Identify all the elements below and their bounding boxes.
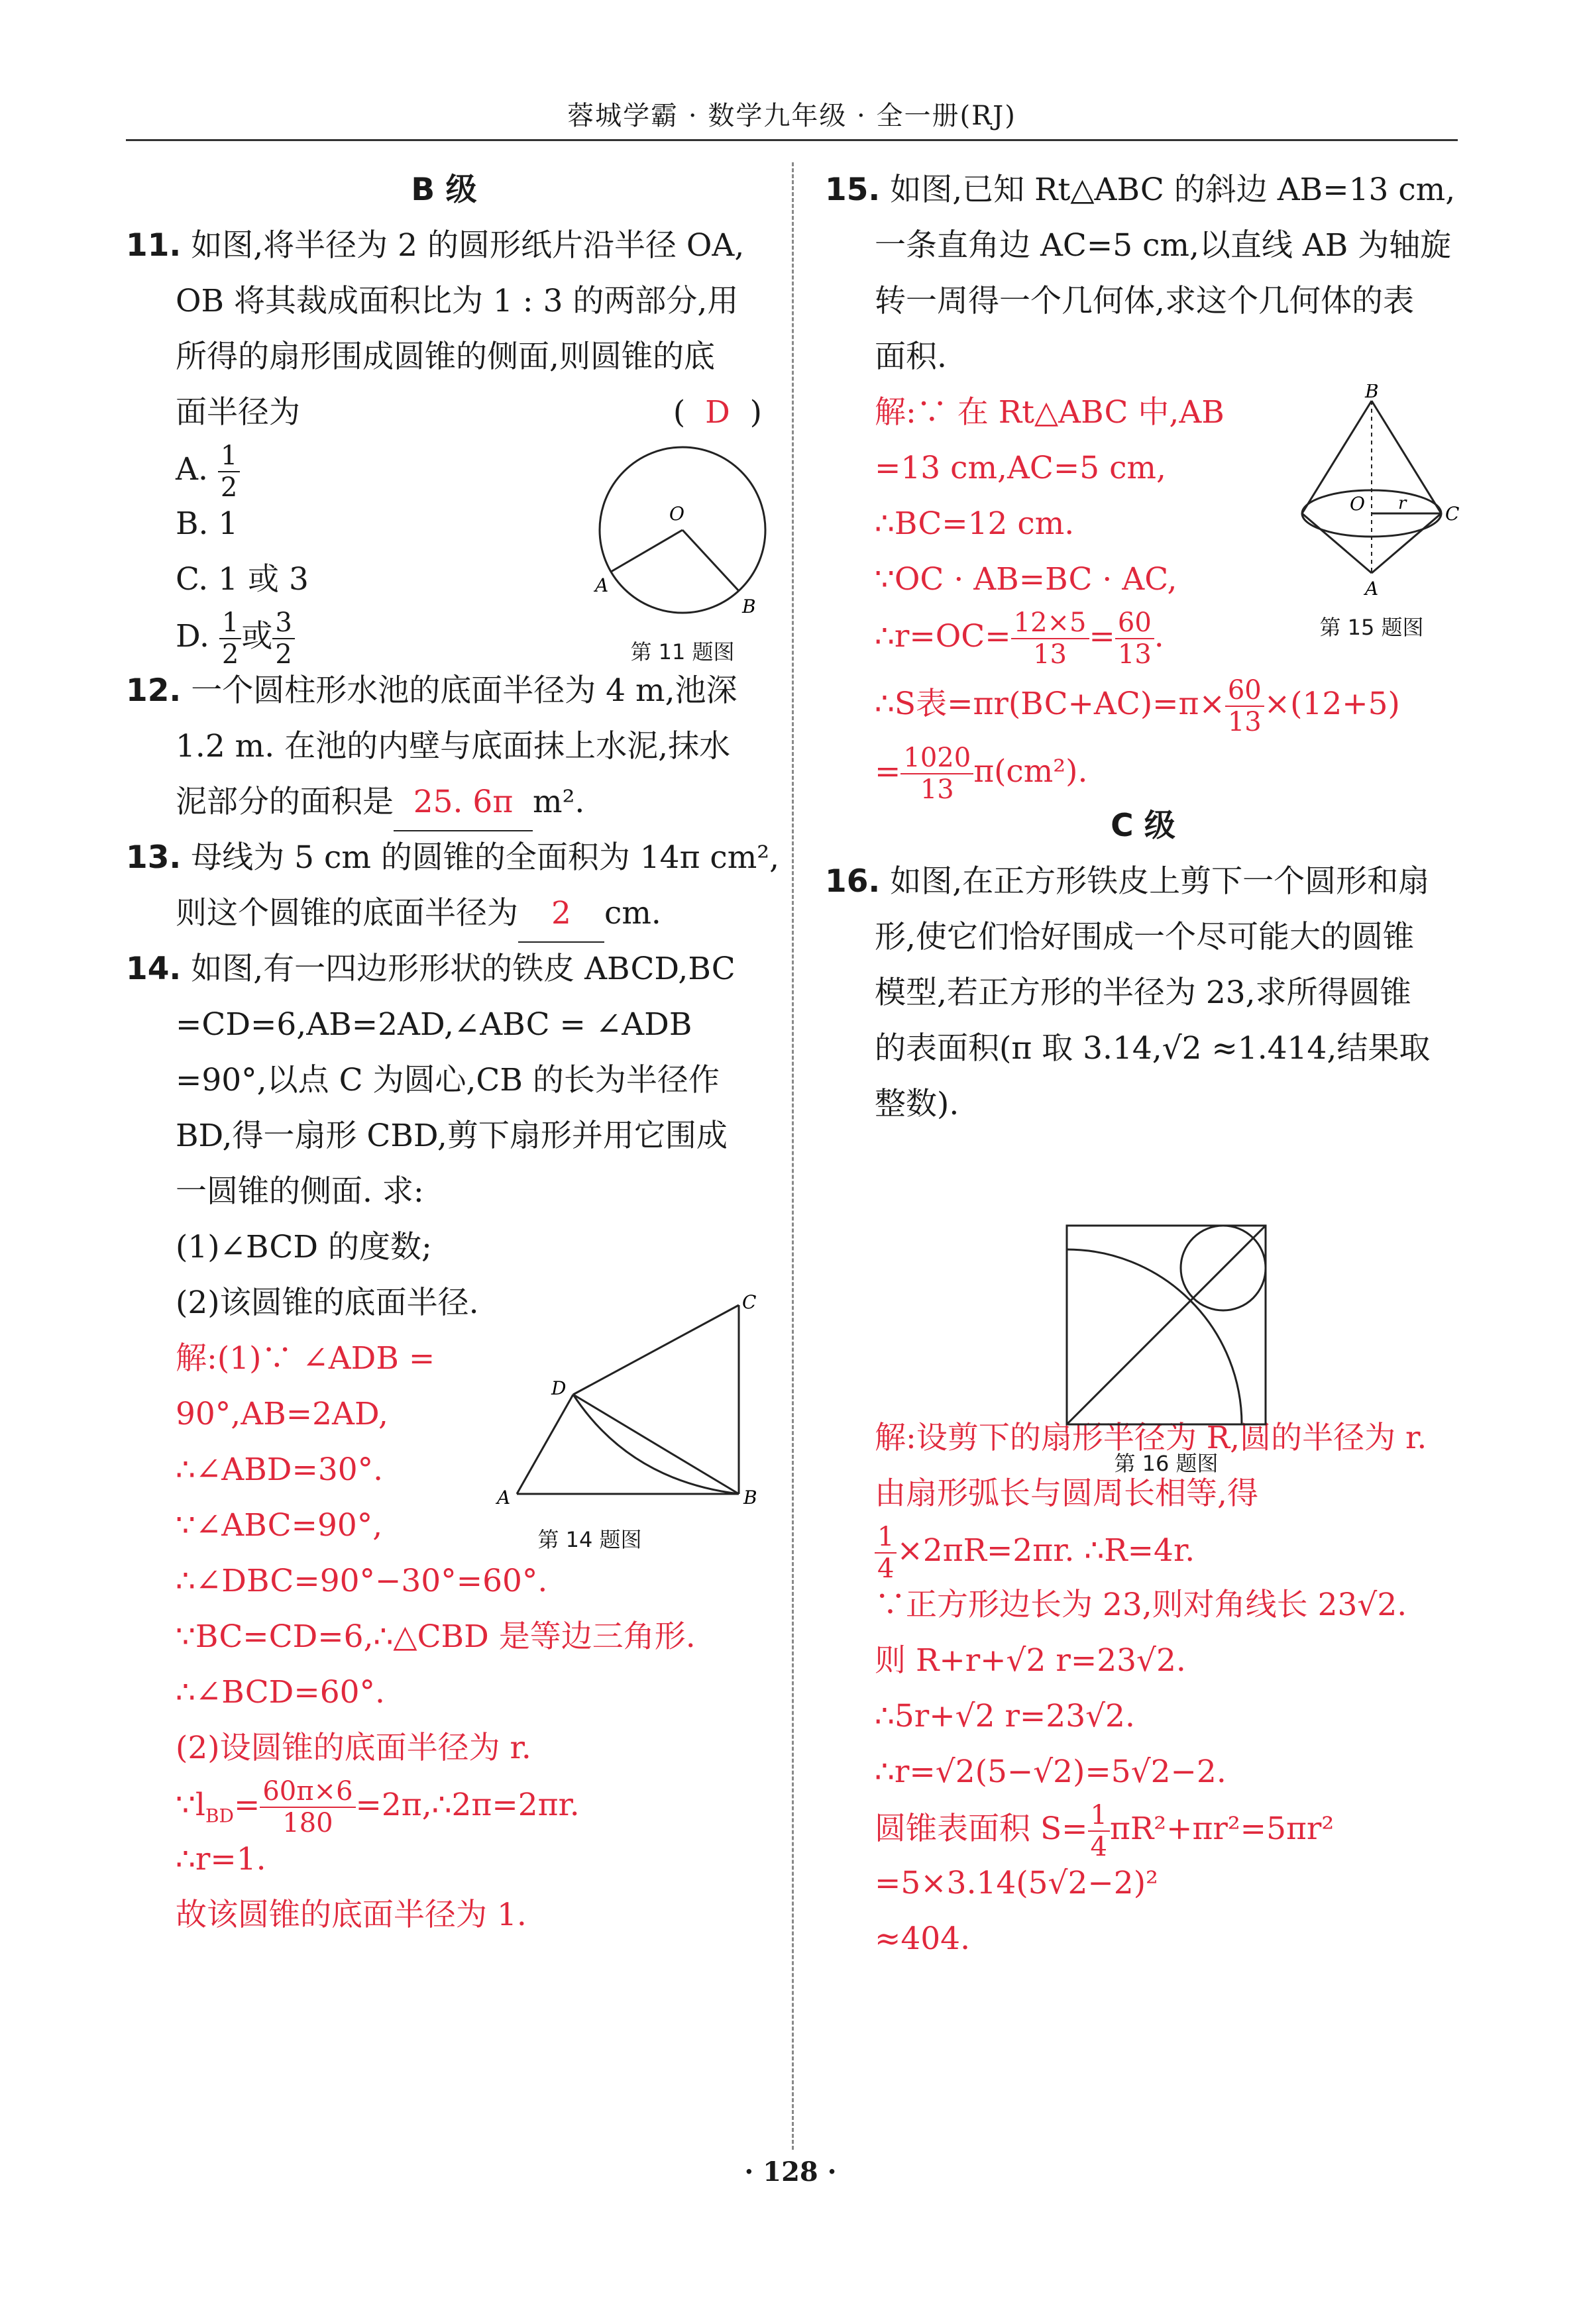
q14-arc-equals: = [233,1787,260,1823]
q15-solution-r: ∴r=OC= $\frac{12\times 5}{13}$ = $\frac{60}{13}$ . [875,607,1164,670]
figure-16-caption: 第 16 题图 [1114,1451,1219,1476]
q16-area-fraction [1088,1800,1110,1862]
q14-arc-subscript: BD [205,1805,234,1827]
q14-solution-r: ∴r=1. [176,1841,266,1877]
q14-line-7: (2)该圆锥的底面半径. [176,1285,479,1321]
q12-answer: 25. 6π [394,774,533,831]
fig11-label-a: A [595,574,609,596]
fig14-side-cd [573,1305,739,1395]
figure-14-svg [490,1289,769,1514]
q11-line-3: 所得的扇形围成圆锥的侧面,则圆锥的底 [176,339,715,375]
q15-r-fraction-2 [1115,607,1154,670]
q13-text-2: 则这个圆锥的底面半径为 [176,895,518,931]
q11-line-2: OB 将其裁成面积比为 1 : 3 的两部分,用 [176,283,739,319]
fig14-label-b: B [743,1487,757,1508]
fig14-diagonal-bd [573,1395,739,1494]
q16-area-suffix: πR²+πr²=5πr² [1109,1811,1335,1847]
fig15-upper-right [1372,401,1441,513]
q16-number: 16. [825,863,881,900]
q11-answer-paren: ( D ) [673,394,762,431]
frac-numerator: 1 [875,1522,897,1554]
q14-arc-symbol: ∵l [176,1787,205,1823]
q11-number: 11. [126,227,182,264]
frac-numerator: 12×5 [1011,607,1089,639]
q16-solution-5: ∴5r+√2 r=23√2. [875,1698,1135,1734]
q15-final-fraction [900,743,973,805]
q15-s-prefix: ∴S表=πr(BC+AC)=π× [875,686,1225,722]
fig11-radius-ob [682,530,739,591]
q11-option-b: B. 1 [176,505,239,542]
q15-r-prefix: ∴r=OC= [875,618,1011,655]
q14-text-1: 如图,有一四边形形状的铁皮 ABCD,BC [191,951,736,987]
q16-quarter-fraction [875,1522,897,1584]
frac-numerator: 60π×6 [260,1776,355,1808]
figure-16 [1060,1219,1272,1497]
q13-line-1 [126,830,780,886]
frac-denominator: 2 [220,472,238,503]
left-column [126,162,780,1943]
figure-11-caption: 第 11 题图 [630,639,735,664]
fig11-label-o: O [669,503,684,525]
figure-15-svg [1282,384,1461,603]
q14-solution-2: 90°,AB=2AD, [176,1396,388,1432]
q15-text-1: 如图,已知 Rt△ABC 的斜边 AB=13 cm, [890,172,1456,208]
page-header: 蓉城学霸 · 数学九年级 · 全一册(RJ) [126,93,1458,141]
q15-final-prefix: = [875,753,901,790]
fig11-radius-oa [611,530,682,572]
q16-line-2: 形,使它们恰好围成一个尽可能大的圆锥 [875,919,1414,955]
q14-solution-conclusion: 故该圆锥的底面半径为 1. [176,1897,527,1933]
q15-solution-3: ∴BC=12 cm. [875,505,1075,542]
q14-line-3: =90°,以点 C 为圆心,CB 的长为半径作 [176,1062,720,1098]
frac-denominator: 4 [1090,1832,1107,1862]
q11-option-d-fraction-1 [219,607,241,670]
frac-numerator: 3 [272,607,294,639]
q15-final-suffix: π(cm²). [973,753,1088,790]
q14-arc-fraction [260,1776,355,1838]
q16-solution-1: 解:设剪下的扇形半径为 R,圆的半径为 r. [875,1420,1427,1456]
q11-answer: D [705,394,730,431]
q13-line-2 [126,886,762,941]
q14-line-6: (1)∠BCD 的度数; [176,1229,432,1265]
q14-line-1 [126,941,762,997]
q14-solution-8: (2)设圆锥的底面半径为 r. [176,1730,531,1766]
fig14-label-c: C [742,1291,757,1313]
page-number: · 128 · [744,2156,837,2188]
q13-number: 13. [126,839,182,876]
level-c-heading: C 级 [1111,808,1175,844]
q16-solution-7: =5×3.14(5√2−2)² [875,1865,1158,1901]
frac-denominator: 4 [877,1554,895,1584]
figure-11 [583,434,782,672]
fig15-label-b: B [1365,384,1379,402]
q15-s-suffix: ×(12+5) [1264,686,1400,722]
q11-option-d-label: D. [176,618,209,655]
fig15-label-o: O [1350,493,1365,515]
q16-line-5: 整数). [875,1086,959,1122]
q14-line-5: 一圆锥的侧面. 求: [176,1173,424,1210]
q16-text-1: 如图,在正方形铁皮上剪下一个圆形和扇 [890,863,1430,900]
q13-unit: cm. [604,895,661,931]
q16-solution-3: ∵正方形边长为 23,则对角线长 23√2. [875,1587,1407,1623]
q13-answer: 2 [518,886,604,943]
q11-text-1: 如图,将半径为 2 的圆形纸片沿半径 OA, [191,227,745,264]
column-divider [792,162,794,2150]
q11-option-d-or: 或 [241,618,273,655]
q14-solution-3: ∴∠ABD=30°. [176,1452,384,1488]
frac-numerator: 1 [1088,1800,1110,1832]
figure-14-caption: 第 14 题图 [537,1527,642,1552]
figure-11-svg [583,434,782,633]
q14-solution-7: ∴∠BCD=60°. [176,1674,385,1711]
q13-text-1: 母线为 5 cm 的圆锥的全面积为 14π cm², [191,839,780,876]
frac-denominator: 13 [920,774,954,805]
fig15-lower-left [1302,513,1372,573]
q11-line-4 [126,385,762,441]
q12-line-2: 1.2 m. 在池的内壁与底面抹上水泥,抹水 [176,728,731,765]
q11-option-a-fraction [218,441,240,503]
q16-solution-6: ∴r=√2(5−√2)=5√2−2. [875,1754,1227,1790]
frac-numerator: 1020 [900,743,973,774]
frac-numerator: 1 [219,607,241,639]
fig15-label-r: r [1398,494,1407,513]
q14-line-2: =CD=6,AB=2AD,∠ABC = ∠ADB [176,1006,692,1043]
q15-number: 15. [825,172,881,208]
q15-solution-s [825,675,1461,737]
frac-denominator: 13 [1117,639,1152,670]
q12-line-3 [126,774,762,830]
q12-text-1: 一个圆柱形水池的底面半径为 4 m,池深 [191,672,737,709]
q12-number: 12. [126,672,182,709]
frac-denominator: 13 [1227,707,1262,737]
q16-line-4: 的表面积(π 取 3.14,√2 ≈1.414,结果取 [875,1030,1431,1067]
q16-solution-4: 则 R+r+√2 r=23√2. [875,1642,1186,1679]
fig15-lower-right [1372,513,1441,573]
fig15-label-a: A [1365,578,1379,600]
q15-line-2: 一条直角边 AC=5 cm,以直线 AB 为轴旋 [875,227,1452,264]
level-b-heading: B 级 [411,172,477,208]
q11-option-a-label: A. [176,451,208,488]
frac-denominator: 180 [282,1808,333,1838]
q14-solution-arc [126,1776,762,1838]
q11-line-1 [126,218,762,274]
frac-numerator: 1 [218,441,240,472]
q16-solution-2: 由扇形弧长与圆周长相等,得 [875,1475,1258,1512]
frac-denominator: 13 [1033,639,1067,670]
q14-solution-4: ∵∠ABC=90°, [176,1507,383,1544]
q16-line-3: 模型,若正方形的半径为 23,求所得圆锥 [875,975,1411,1011]
fig14-side-da [517,1395,573,1494]
q16-solution-area [825,1800,1461,1862]
q14-solution-6: ∵BC=CD=6,∴△CBD 是等边三角形. [176,1618,696,1655]
fig15-label-c: C [1445,503,1460,525]
q16-solution-8: ≈404. [875,1921,971,1957]
q15-s-fraction [1225,675,1264,737]
fig14-label-a: A [497,1487,511,1508]
q15-solution-final [825,743,1461,805]
fig14-label-d: D [551,1377,567,1399]
figure-15 [1282,384,1461,649]
q14-line-4: BD,得一扇形 CBD,剪下扇形并用它围成 [176,1118,728,1154]
q14-solution-5: ∴∠DBC=90°−30°=60°. [176,1563,548,1599]
q16-solution-arc [825,1522,1461,1584]
figure-16-svg [1060,1219,1272,1431]
q14-solution-1: 解:(1)∵ ∠ADB = [176,1340,435,1377]
q12-unit: m². [533,784,585,820]
q12-text-3: 泥部分的面积是 [176,784,394,820]
q14-number: 14. [126,951,182,987]
q15-solution-1: 解:∵ 在 Rt△ABC 中,AB [875,394,1225,431]
q16-area-prefix: 圆锥表面积 S= [875,1811,1088,1847]
frac-numerator: 60 [1115,607,1154,639]
q14-arc-result: =2π,∴2π=2πr. [355,1787,580,1823]
q15-solution-2: =13 cm,AC=5 cm, [875,450,1166,486]
frac-numerator: 60 [1225,675,1264,707]
q15-line-4: 面积. [875,339,947,375]
fig16-diagonal [1067,1226,1266,1424]
q11-option-d-fraction-2 [272,607,294,670]
q15-line-3: 转一周得一个几何体,求这个几何体的表 [875,283,1414,319]
q15-solution-4: ∵OC · AB=BC · AC, [875,561,1177,598]
q15-line-1 [825,162,1461,218]
frac-denominator: 2 [275,639,292,670]
figure-15-caption: 第 15 题图 [1319,615,1424,640]
q15-r-equals: = [1089,618,1115,655]
q16-arc-equation: ×2πR=2πr. ∴R=4r. [897,1532,1195,1569]
fig11-label-b: B [742,596,756,617]
q11-option-c: C. 1 或 3 [176,561,309,598]
q11-text-4: 面半径为 [176,394,300,431]
figure-14 [490,1289,769,1580]
q15-r-fraction-1 [1011,607,1089,670]
frac-denominator: 2 [221,639,239,670]
q16-line-1 [825,854,1461,910]
